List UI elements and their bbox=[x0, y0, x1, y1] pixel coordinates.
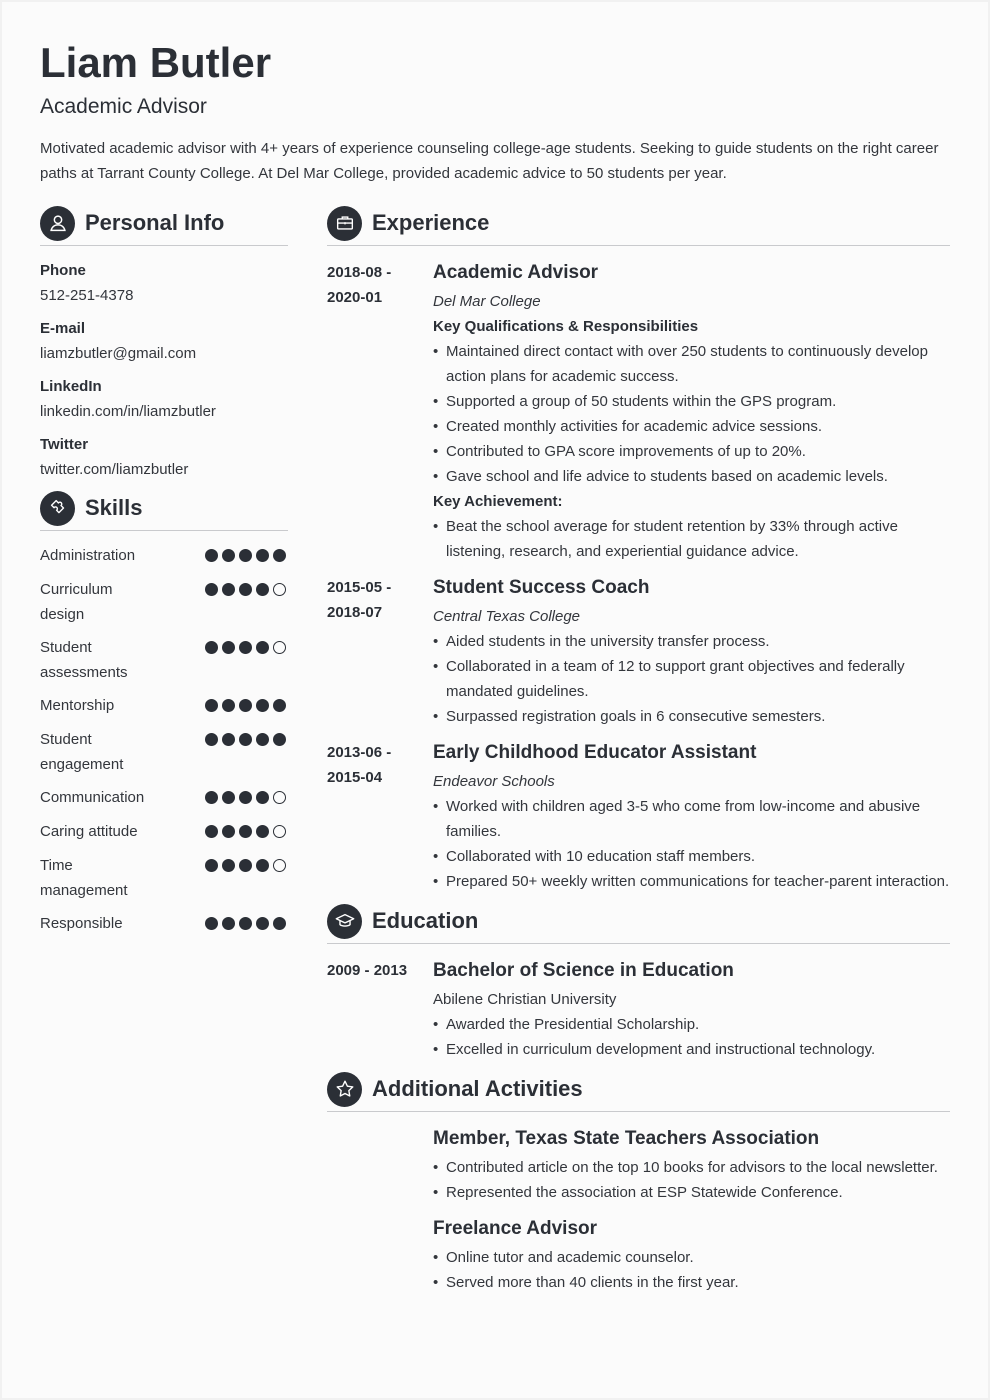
phone-label: Phone bbox=[40, 262, 86, 279]
puzzle-icon bbox=[40, 491, 75, 526]
rating-dot-filled bbox=[205, 549, 218, 562]
list-item: • Served more than 40 clients in the first year. bbox=[433, 1270, 953, 1295]
education-rule bbox=[327, 943, 950, 944]
skill-rating bbox=[205, 699, 286, 712]
skill-row bbox=[40, 785, 290, 810]
activity-list bbox=[433, 1245, 953, 1295]
rating-dot-filled bbox=[205, 641, 218, 654]
rating-dot-filled bbox=[273, 549, 286, 562]
responsibilities-list bbox=[433, 794, 953, 894]
job-title: Student Success Coach bbox=[433, 577, 650, 598]
company-name: Central Texas College bbox=[433, 608, 581, 625]
education-list bbox=[433, 1012, 953, 1062]
rating-dot-empty bbox=[273, 791, 286, 804]
skill-rating bbox=[205, 583, 286, 596]
rating-dot-filled bbox=[222, 699, 235, 712]
skill-rating bbox=[205, 791, 286, 804]
linkedin-value: linkedin.com/in/liamzbutler bbox=[40, 403, 216, 420]
email-value: liamzbutler@gmail.com bbox=[40, 345, 197, 362]
rating-dot-filled bbox=[256, 699, 269, 712]
school-name: Abilene Christian University bbox=[433, 991, 617, 1008]
experience-title: Experience bbox=[372, 210, 490, 235]
rating-dot-filled bbox=[256, 859, 269, 872]
skill-rating bbox=[205, 917, 286, 930]
list-item: • Maintained direct contact with over 250 students to continuously develop action plans for academic success. bbox=[433, 339, 953, 389]
skills-title: Skills bbox=[85, 495, 143, 520]
rating-dot-filled bbox=[222, 791, 235, 804]
rating-dot-filled bbox=[239, 583, 252, 596]
list-item: • Surpassed registration goals in 6 consecutive semesters. bbox=[433, 704, 953, 729]
skill-rating bbox=[205, 825, 286, 838]
personal-info-heading bbox=[40, 203, 224, 243]
company-name: Endeavor Schools bbox=[433, 773, 555, 790]
rating-dot-filled bbox=[256, 583, 269, 596]
degree-title: Bachelor of Science in Education bbox=[433, 960, 734, 981]
rating-dot-filled bbox=[239, 825, 252, 838]
rating-dot-filled bbox=[256, 825, 269, 838]
skill-row bbox=[40, 853, 290, 903]
activities-heading bbox=[327, 1069, 583, 1109]
rating-dot-filled bbox=[205, 917, 218, 930]
rating-dot-filled bbox=[205, 791, 218, 804]
skill-row bbox=[40, 727, 290, 777]
summary-paragraph: Motivated academic advisor with 4+ years of experience counseling college-age students. Seeking to guide students on the right career paths at Tarrant County College. At Del Mar College, provided academic advice to 50 students per year. bbox=[40, 140, 939, 182]
responsibilities-heading: Key Qualifications & Responsibilities bbox=[433, 318, 699, 335]
personal-info-title: Personal Info bbox=[85, 210, 225, 235]
list-item: • Excelled in curriculum development and instructional technology. bbox=[433, 1037, 953, 1062]
skill-name: Caring attitude bbox=[40, 823, 138, 840]
skill-row bbox=[40, 819, 290, 844]
company-name: Del Mar College bbox=[433, 293, 541, 310]
rating-dot-filled bbox=[273, 733, 286, 746]
activity-title: Member, Texas State Teachers Association bbox=[433, 1128, 820, 1149]
skills-list bbox=[40, 543, 290, 936]
skills-heading bbox=[40, 488, 142, 528]
list-item: • Collaborated with 10 education staff members. bbox=[433, 844, 953, 869]
personal-info-rule bbox=[40, 245, 288, 246]
activities-rule bbox=[327, 1111, 950, 1112]
rating-dot-filled bbox=[222, 825, 235, 838]
achievement-list bbox=[433, 514, 953, 564]
linkedin-label: LinkedIn bbox=[40, 378, 102, 395]
skill-name: Administration bbox=[40, 547, 136, 564]
list-item: • Beat the school average for student retention by 33% through active listening, research, and experiential guidance advice. bbox=[433, 514, 953, 564]
rating-dot-filled bbox=[222, 733, 235, 746]
rating-dot-filled bbox=[273, 699, 286, 712]
list-item: • Gave school and life advice to students based on academic levels. bbox=[433, 464, 953, 489]
skill-name: Time management bbox=[40, 857, 128, 899]
skill-rating bbox=[205, 733, 286, 746]
rating-dot-filled bbox=[222, 641, 235, 654]
list-item: • Prepared 50+ weekly written communications for teacher-parent interaction. bbox=[433, 869, 953, 894]
skill-row bbox=[40, 911, 290, 936]
list-item: • Contributed article on the top 10 books for advisors to the local newsletter. bbox=[433, 1155, 953, 1180]
rating-dot-filled bbox=[205, 699, 218, 712]
rating-dot-filled bbox=[205, 825, 218, 838]
rating-dot-filled bbox=[222, 859, 235, 872]
skill-name: Student engagement bbox=[40, 731, 124, 773]
twitter-label: Twitter bbox=[40, 436, 89, 453]
rating-dot-empty bbox=[273, 583, 286, 596]
rating-dot-filled bbox=[205, 733, 218, 746]
user-icon bbox=[40, 206, 75, 241]
rating-dot-empty bbox=[273, 825, 286, 838]
skill-rating bbox=[205, 859, 286, 872]
responsibilities-list bbox=[433, 629, 953, 729]
experience-heading bbox=[327, 203, 489, 243]
rating-dot-filled bbox=[239, 733, 252, 746]
rating-dot-filled bbox=[222, 917, 235, 930]
candidate-title: Academic Advisor bbox=[40, 95, 207, 118]
list-item: • Contributed to GPA score improvements of up to 20%. bbox=[433, 439, 953, 464]
education-heading bbox=[327, 901, 478, 941]
resume-page bbox=[2, 2, 988, 1398]
rating-dot-filled bbox=[256, 641, 269, 654]
rating-dot-filled bbox=[256, 791, 269, 804]
experience-rule bbox=[327, 245, 950, 246]
experience-date: 2015-05 - 2018-07 bbox=[327, 579, 392, 621]
rating-dot-filled bbox=[205, 859, 218, 872]
briefcase-icon bbox=[327, 206, 362, 241]
activity-title: Freelance Advisor bbox=[433, 1218, 598, 1239]
skill-name: Student assessments bbox=[40, 639, 128, 681]
graduation-cap-icon bbox=[327, 904, 362, 939]
list-item: • Created monthly activities for academic advice sessions. bbox=[433, 414, 953, 439]
rating-dot-filled bbox=[239, 549, 252, 562]
list-item: • Aided students in the university transfer process. bbox=[433, 629, 953, 654]
personal-info-list bbox=[40, 258, 290, 490]
skill-row bbox=[40, 693, 290, 718]
rating-dot-empty bbox=[273, 641, 286, 654]
twitter-value: twitter.com/liamzbutler bbox=[40, 461, 189, 478]
rating-dot-filled bbox=[239, 859, 252, 872]
rating-dot-filled bbox=[256, 549, 269, 562]
skill-name: Communication bbox=[40, 789, 145, 806]
list-item: • Represented the association at ESP Statewide Conference. bbox=[433, 1180, 953, 1205]
list-item: • Awarded the Presidential Scholarship. bbox=[433, 1012, 953, 1037]
skill-rating bbox=[205, 641, 286, 654]
experience-date: 2013-06 - 2015-04 bbox=[327, 744, 392, 786]
rating-dot-filled bbox=[239, 917, 252, 930]
rating-dot-filled bbox=[239, 699, 252, 712]
list-item: • Collaborated in a team of 12 to support grant objectives and federally mandated guidelines. bbox=[433, 654, 953, 704]
rating-dot-filled bbox=[239, 791, 252, 804]
job-title: Academic Advisor bbox=[433, 262, 599, 283]
education-date: 2009 - 2013 bbox=[327, 962, 408, 979]
list-item: • Worked with children aged 3-5 who come from low-income and abusive families. bbox=[433, 794, 953, 844]
phone-value: 512-251-4378 bbox=[40, 287, 134, 304]
skill-name: Curriculum design bbox=[40, 581, 113, 623]
star-icon bbox=[327, 1072, 362, 1107]
activity-list bbox=[433, 1155, 953, 1205]
skill-row bbox=[40, 635, 290, 685]
job-title: Early Childhood Educator Assistant bbox=[433, 742, 757, 763]
rating-dot-filled bbox=[239, 641, 252, 654]
rating-dot-filled bbox=[222, 583, 235, 596]
education-title: Education bbox=[372, 908, 479, 933]
rating-dot-filled bbox=[256, 917, 269, 930]
skill-row bbox=[40, 577, 290, 627]
list-item: • Online tutor and academic counselor. bbox=[433, 1245, 953, 1270]
skills-rule bbox=[40, 530, 288, 531]
skill-name: Responsible bbox=[40, 915, 123, 932]
skill-rating bbox=[205, 549, 286, 562]
achievement-heading: Key Achievement: bbox=[433, 493, 563, 510]
activities-title: Additional Activities bbox=[372, 1076, 583, 1101]
responsibilities-list bbox=[433, 339, 953, 489]
list-item: • Supported a group of 50 students within the GPS program. bbox=[433, 389, 953, 414]
candidate-name: Liam Butler bbox=[40, 39, 272, 86]
email-label: E-mail bbox=[40, 320, 86, 337]
experience-date: 2018-08 - 2020-01 bbox=[327, 264, 392, 306]
skill-row bbox=[40, 543, 290, 568]
rating-dot-filled bbox=[222, 549, 235, 562]
rating-dot-filled bbox=[273, 917, 286, 930]
rating-dot-empty bbox=[273, 859, 286, 872]
rating-dot-filled bbox=[256, 733, 269, 746]
rating-dot-filled bbox=[205, 583, 218, 596]
skill-name: Mentorship bbox=[40, 697, 115, 714]
